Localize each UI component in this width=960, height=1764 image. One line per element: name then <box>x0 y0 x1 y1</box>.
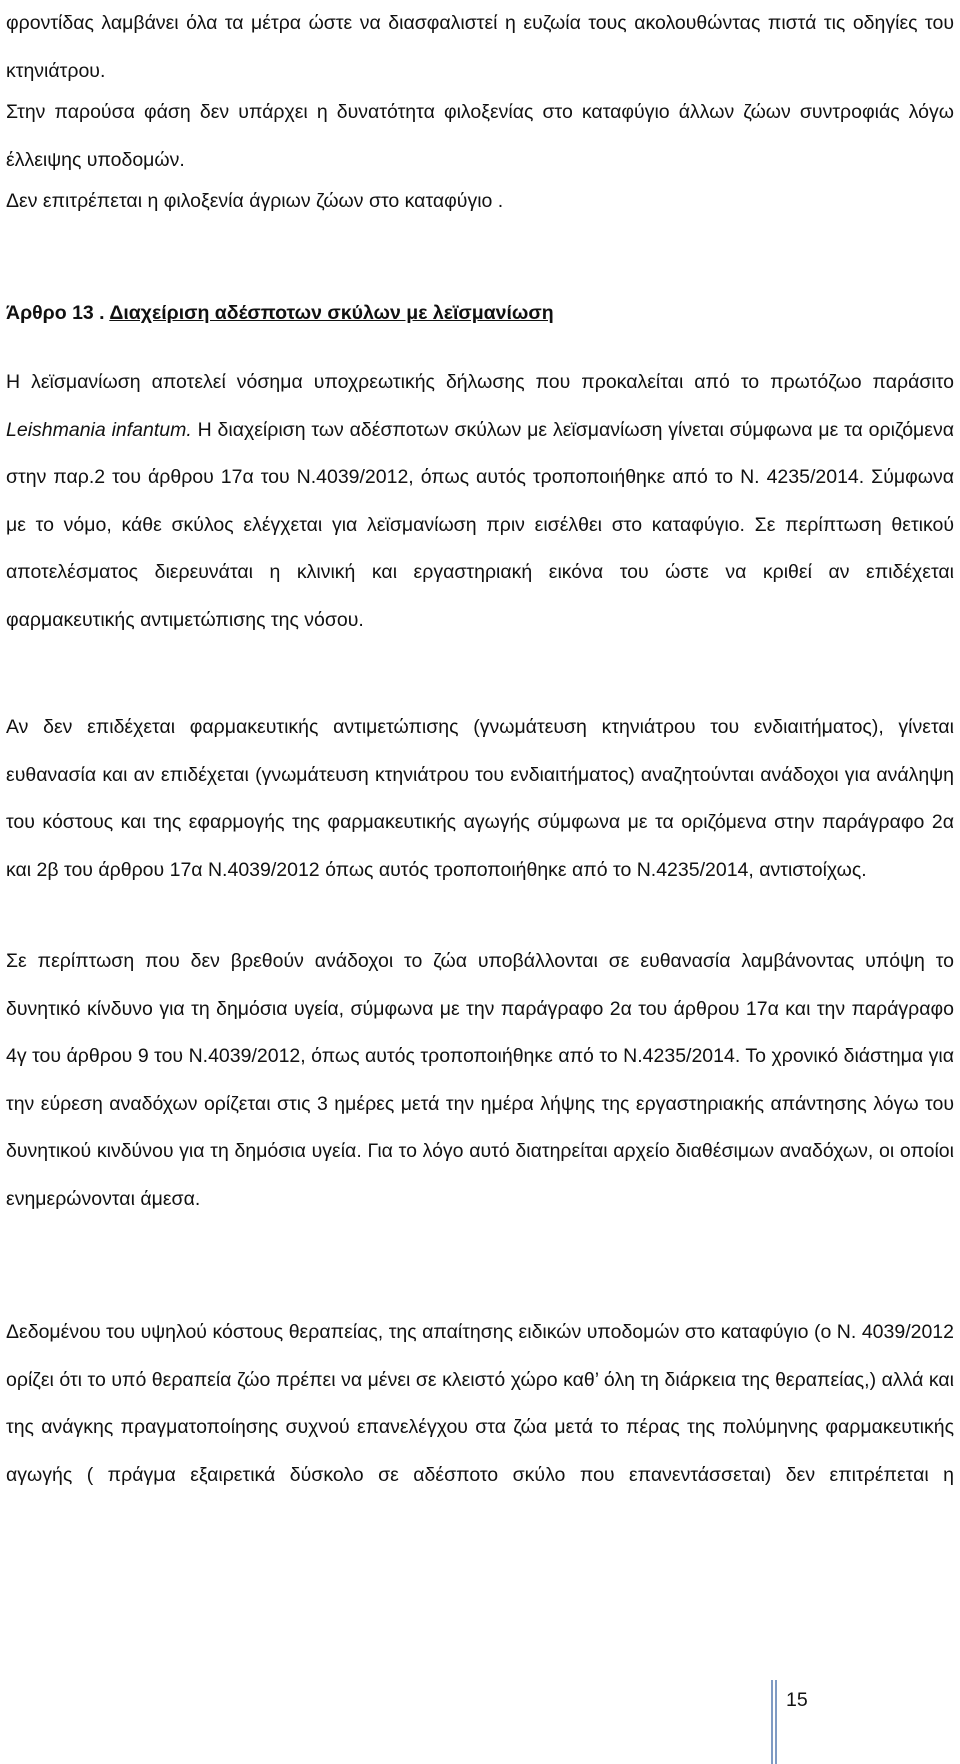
paragraph-treatment-cost: Δεδομένου του υψηλού κόστους θεραπείας, της απαίτησης ειδικών υποδομών στο καταφύγιο (ο Ν. 4039/2012 ορίζει ότι το υπό θεραπεία ζώο πρέπει να μένει σε κλειστό χώρο καθ’ όλη τη διάρκεια της θεραπείας,) αλλά και της ανάγκης πραγματοποίησης συχνού επανελέγχου στα ζώα μετά το πέρας της πολύμηνης φαρμακευτικής αγωγής ( πράγμα εξαιρετικά δύσκολο σε αδέσποτο σκύλο που επανεντάσσεται) δεν επιτρέπεται η <box>6 1321 954 1486</box>
parasite-name: Leishmania infantum. <box>6 418 192 441</box>
paragraph-euthanasia-or-foster: Αν δεν επιδέχεται φαρμακευτικής αντιμετώπισης (γνωμάτευση κτηνιάτρου του ενδιαιτήματος), γίνεται ευθανασία και αν επιδέχεται (γνωμάτευση κτηνιάτρου του ενδιαιτήματος) αναζητούνται ανάδοχοι για ανάληψη του κόστους και της εφαρμογής της φαρμακευτικής αγωγής σύμφωνα με τα οριζόμενα στην παράγραφο 2α και 2β του άρθρου 17α Ν.4039/2012 όπως αυτός τροποποιήθηκε από το Ν.4235/2014, αντιστοίχως. <box>6 716 954 881</box>
paragraph-animal-care: φροντίδας λαμβάνει όλα τα μέτρα ώστε να διασφαλιστεί η ευζωία τους ακολουθώντας πιστά τις οδηγίες του κτηνιάτρου. <box>6 12 954 82</box>
paragraph-no-wild-animals: Δεν επιτρέπεται η φιλοξενία άγριων ζώων στο καταφύγιο . <box>6 190 504 212</box>
footer-divider <box>771 1680 777 1764</box>
article-heading <box>6 290 954 338</box>
article-number: Άρθρο 13 . <box>6 302 105 324</box>
paragraph-no-other-pets: Στην παρούσα φάση δεν υπάρχει η δυνατότητα φιλοξενίας στο καταφύγιο άλλων ζώων συντροφιάς λόγω έλλειψης υποδομών. <box>6 101 954 171</box>
article-title: Διαχείριση αδέσποτων σκύλων με λεϊσμανίωση <box>109 302 554 324</box>
leishmaniasis-text-rest: Η διαχείριση των αδέσποτων σκύλων με λεϊσμανίωση γίνεται σύμφωνα με τα οριζόμενα στην παρ.2 του άρθρου 17α του Ν.4039/2012, όπως αυτός τροποποιήθηκε από το Ν. 4235/2014. Σύμφωνα με το νόμο, κάθε σκύλος ελέγχεται για λεϊσμανίωση πριν εισέλθει στο καταφύγιο. Σε περίπτωση θετικού αποτελέσματος διερευνάται η κλινική και εργαστηριακή εικόνα του ώστε να κριθεί αν επιδέχεται φαρμακευτικής αντιμετώπισης της νόσου. <box>6 418 955 631</box>
paragraph-no-foster-found: Σε περίπτωση που δεν βρεθούν ανάδοχοι το ζώα υποβάλλονται σε ευθανασία λαμβάνοντας υπόψη το δυνητικό κίνδυνο για τη δημόσια υγεία, σύμφωνα με την παράγραφο 2α του άρθρου 17α και την παράγραφο 4γ του άρθρου 9 του Ν.4039/2012, όπως αυτός τροποποιήθηκε από το Ν.4235/2014. Το χρονικό διάστημα για την εύρεση αναδόχων ορίζεται στις 3 ημέρες μετά την ημέρα λήψης της εργαστηριακής απάντησης λόγω του δυνητικού κινδύνου για τη δημόσια υγεία. Για το λόγο αυτό διατηρείται αρχείο διαθέσιμων αναδόχων, οι οποίοι ενημερώνονται άμεσα. <box>6 950 954 1210</box>
page-number: 15 <box>786 1689 808 1711</box>
leishmaniasis-text-start: Η λεϊσμανίωση αποτελεί νόσημα υποχρεωτικής δήλωσης που προκαλείται από το πρωτόζωο παράσιτο <box>6 371 954 393</box>
paragraph-leishmaniasis-intro <box>6 359 954 645</box>
